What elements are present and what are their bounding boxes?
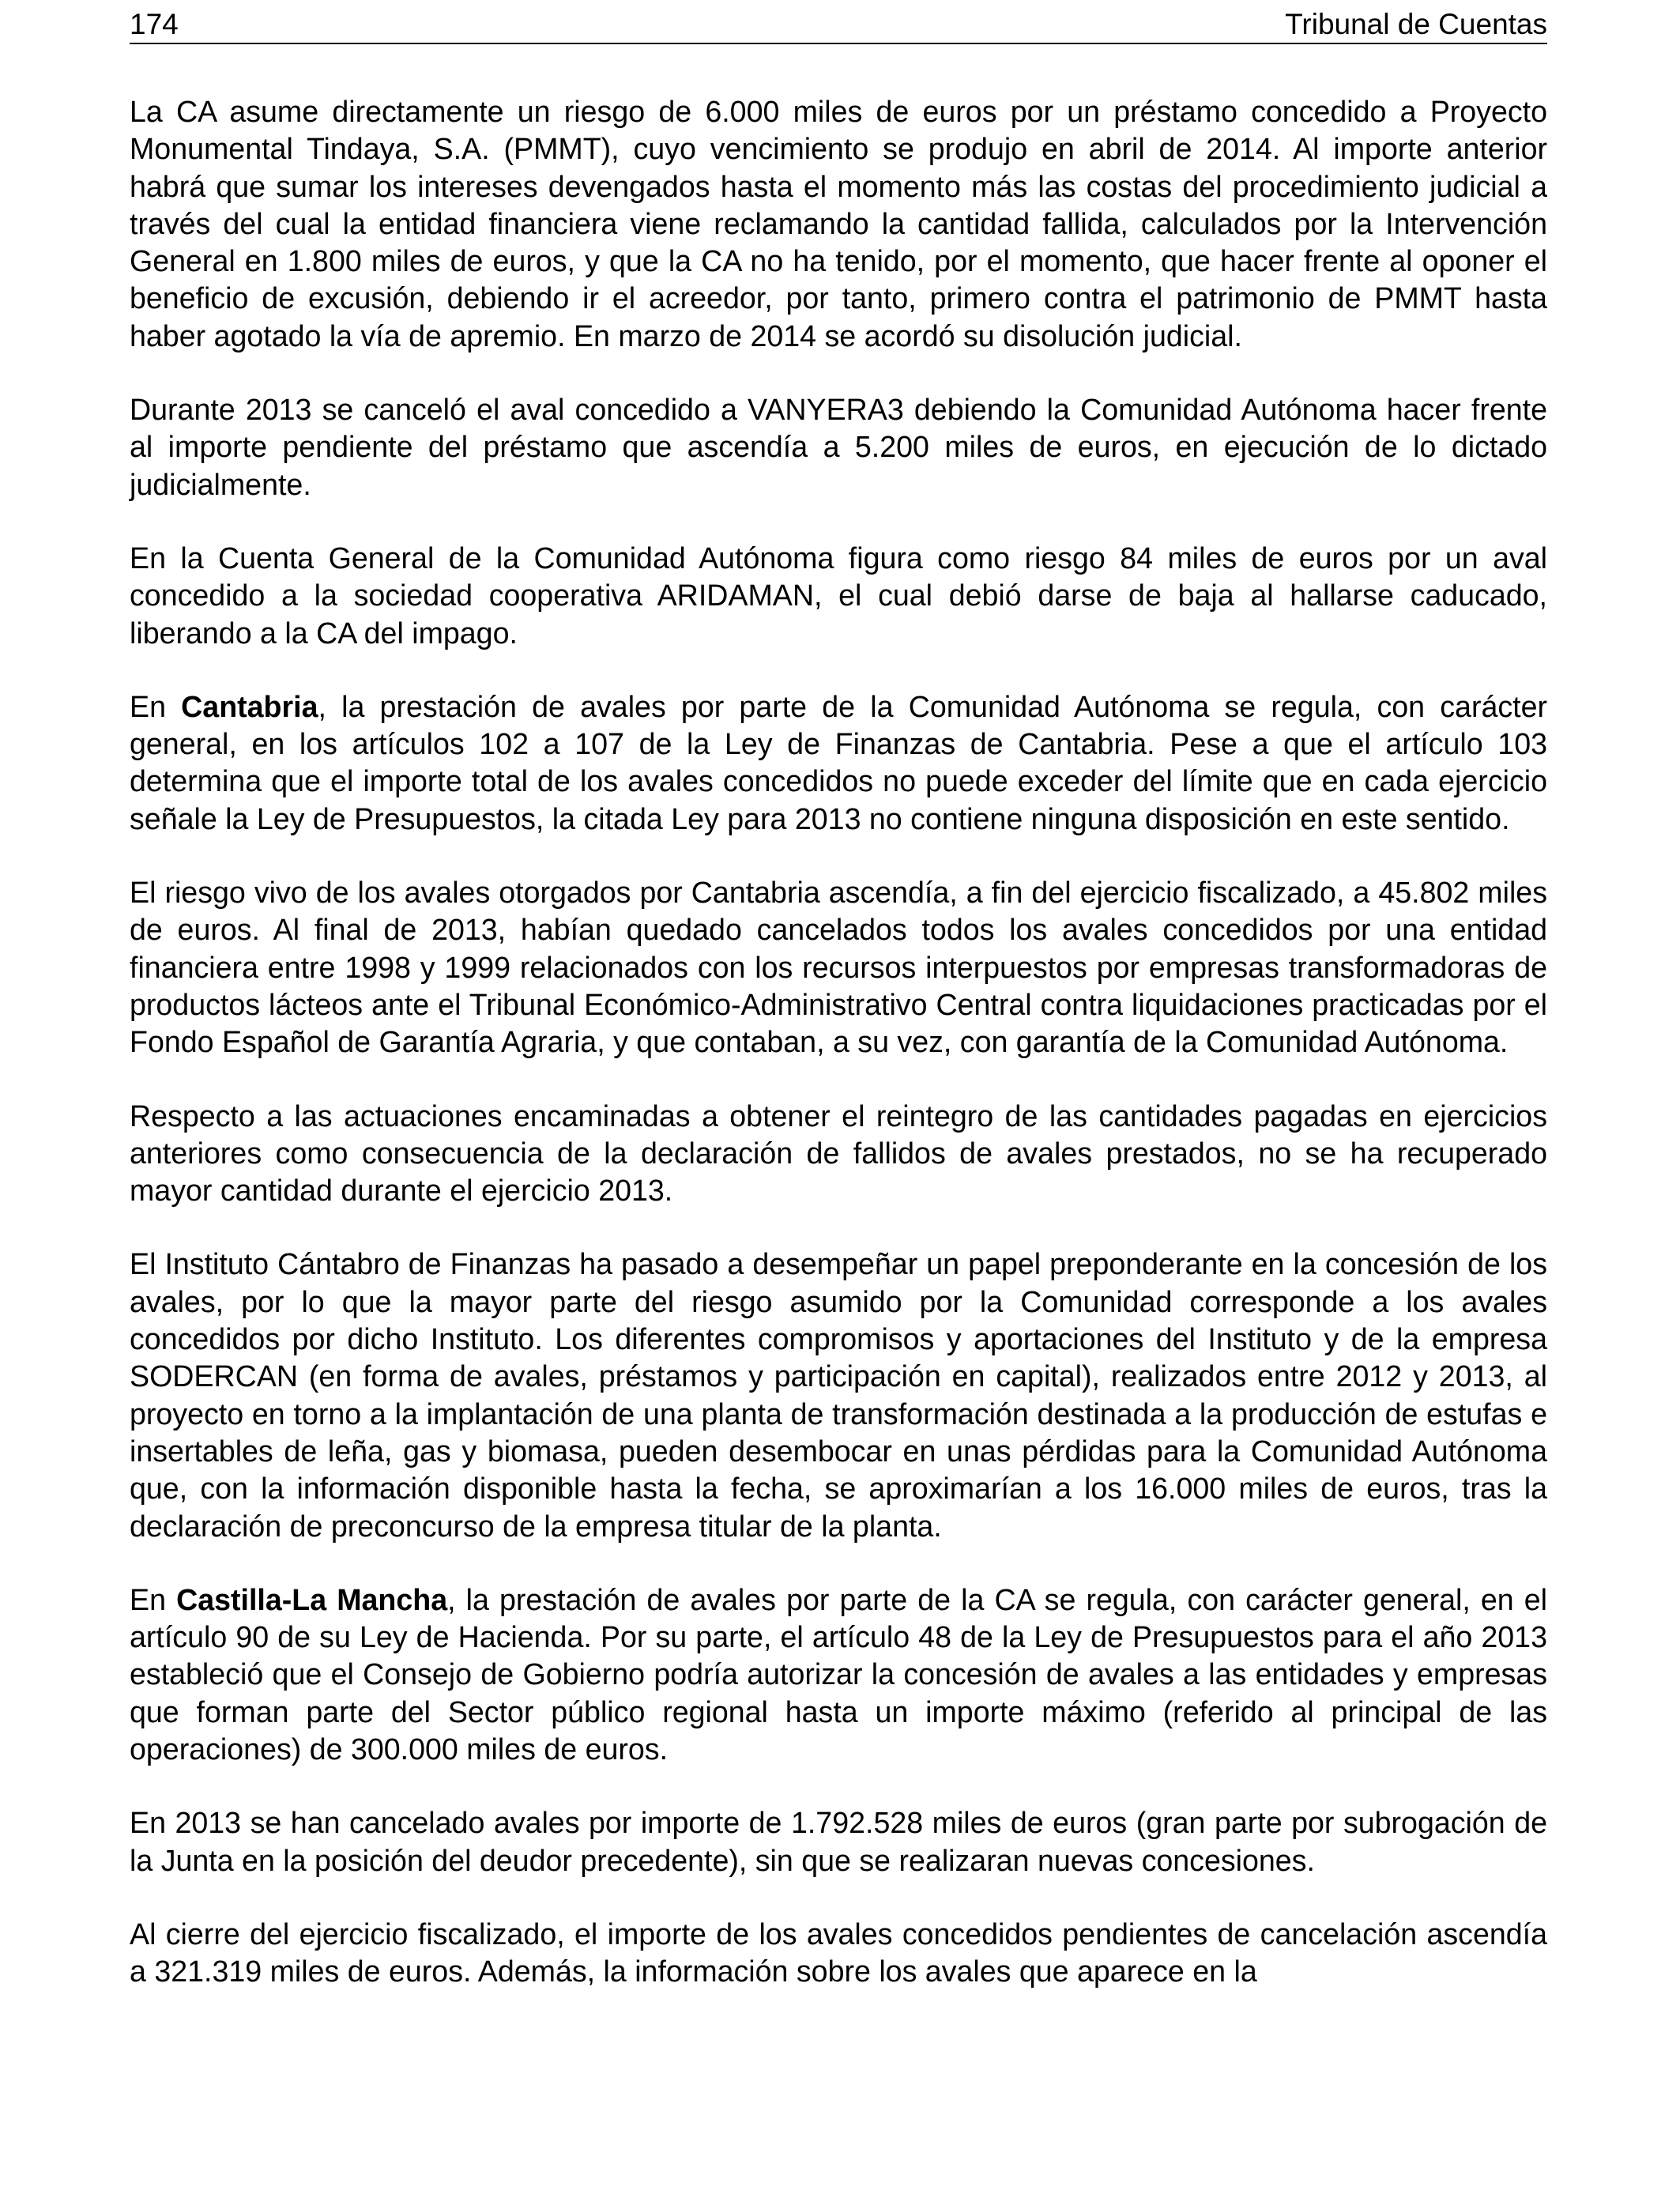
region-name-castilla-la-mancha: Castilla-La Mancha [176,1582,448,1616]
paragraph-aridaman: En la Cuenta General de la Comunidad Autónoma figura como riesgo 84 miles de euros por un aval concedido a la sociedad cooperativa ARIDAMAN, el cual debió darse de baja al hallarse caducado, liberando a la CA del impago. [130,541,1547,650]
page-header [130,6,1547,44]
page-number: 174 [130,8,179,40]
paragraph-pmmt-loan: La CA asume directamente un riesgo de 6.000 miles de euros por un préstamo concedido a Proyecto Monumental Tindaya, S.A. (PMMT), cuyo vencimiento se produjo en abril de 2014. Al importe anterior habrá que sumar los intereses devengados hasta el momento más las costas del procedimiento judicial a través del cual la entidad financiera viene reclamando la cantidad fallida, calculados por la Intervención General en 1.800 miles de euros, y que la CA no ha tenido, por el momento, que hacer frente al oponer el beneficio de excusión, debiendo ir el acreedor, por tanto, primero contra el patrimonio de PMMT hasta haber agotado la vía de apremio. En marzo de 2014 se acordó su disolución judicial. [130,95,1547,352]
paragraph-castilla-outstanding: Al cierre del ejercicio fiscalizado, el importe de los avales concedidos pendientes de cancelación ascendía a 321.319 miles de euros. Además, la información sobre los avales que aparece en la [130,1917,1547,1989]
paragraph-reimbursement: Respecto a las actuaciones encaminadas a obtener el reintegro de las cantidades pagadas en ejercicios anteriores como consecuencia de la declaración de fallidos de avales prestados, no se ha recuperado mayor cantidad durante el ejercicio 2013. [130,1099,1547,1208]
region-name-cantabria: Cantabria [181,689,318,723]
paragraph-cantabria-regulation: En Cantabria, la prestación de avales por parte de la Comunidad Autónoma se regula, con carácter general, en los artículos 102 a 107 de la Ley de Finanzas de Cantabria. Pese a que el artículo 103 determina que el importe total de los avales concedidos no puede exceder del límite que en cada ejercicio señale la Ley de Presupuestos, la citada Ley para 2013 no contiene ninguna disposición en este sentido. [130,689,1547,835]
paragraph-castilla-regulation: En Castilla-La Mancha, la prestación de avales por parte de la CA se regula, con carácter general, en el artículo 90 de su Ley de Hacienda. Por su parte, el artículo 48 de la Ley de Presupuestos para el año 2013 estableció que el Consejo de Gobierno podría autorizar la concesión de avales a las entidades y empresas que forman parte del Sector público regional hasta un importe máximo (referido al principal de las operaciones) de 300.000 miles de euros. [130,1582,1548,1766]
document-page [130,0,1547,2194]
running-title: Tribunal de Cuentas [1285,8,1547,40]
paragraph-castilla-cancellations: En 2013 se han cancelado avales por importe de 1.792.528 miles de euros (gran parte por subrogación de la Junta en la posición del deudor precedente), sin que se realizaran nuevas concesiones. [130,1806,1547,1877]
paragraph-cantabria-risk: El riesgo vivo de los avales otorgados por Cantabria ascendía, a fin del ejercicio fiscalizado, a 45.802 miles de euros. Al final de 2013, habían quedado cancelados todos los avales concedidos por una entidad financiera entre 1998 y 1999 relacionados con los recursos interpuestos por empresas transformadoras de productos lácteos ante el Tribunal Económico-Administrativo Central contra liquidaciones practicadas por el Fondo Español de Garantía Agraria, y que contaban, a su vez, con garantía de la Comunidad Autónoma. [130,876,1547,1059]
paragraph-vanyera3: Durante 2013 se canceló el aval concedido a VANYERA3 debiendo la Comunidad Autónoma hacer frente al importe pendiente del préstamo que ascendía a 5.200 miles de euros, en ejecución de lo dictado judicialmente. [130,393,1547,501]
document-body [130,93,1547,1990]
paragraph-instituto-cantabro: El Instituto Cántabro de Finanzas ha pasado a desempeñar un papel preponderante en la concesión de los avales, por lo que la mayor parte del riesgo asumido por la Comunidad corresponde a los avales concedidos por dicho Instituto. Los diferentes compromisos y aportaciones del Instituto y de la empresa SODERCAN (en forma de avales, préstamos y participación en capital), realizados entre 2012 y 2013, al proyecto en torno a la implantación de una planta de transformación destinada a la producción de estufas e insertables de leña, gas y biomasa, pueden desembocar en unas pérdidas para la Comunidad Autónoma que, con la información disponible hasta la fecha, se aproximarían a los 16.000 miles de euros, tras la declaración de preconcurso de la empresa titular de la planta. [130,1247,1547,1543]
